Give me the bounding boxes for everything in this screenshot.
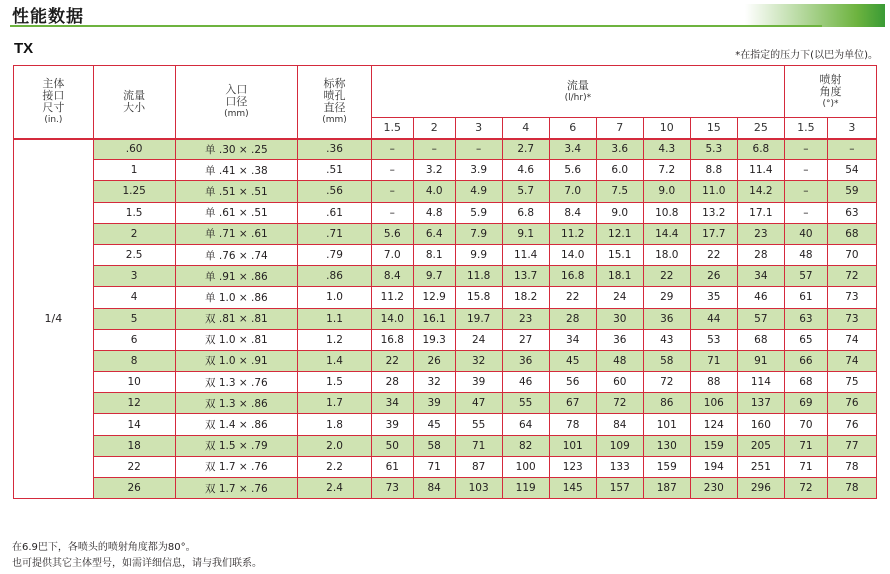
inlet-cell: 双 1.7 × .76	[175, 478, 298, 499]
header-orifice: 标称 喷孔 直径 (mm)	[298, 66, 372, 139]
flow-value-cell: 26	[690, 266, 737, 287]
flow-value-cell: 6.4	[413, 223, 455, 244]
angle-value-cell: –	[784, 160, 827, 181]
inlet-cell: 单 .76 × .74	[175, 244, 298, 265]
flow-value-cell: 4.6	[502, 160, 549, 181]
angle-value-cell: 74	[827, 350, 876, 371]
flow-value-cell: 7.2	[643, 160, 690, 181]
flow-value-cell: 12.9	[413, 287, 455, 308]
flow-value-cell: 35	[690, 287, 737, 308]
flow-value-cell: 36	[596, 329, 643, 350]
flow-value-cell: 72	[643, 372, 690, 393]
orifice-cell: .36	[298, 139, 372, 160]
header-body-size: 主体 接口 尺寸 (in.)	[14, 66, 94, 139]
flow-value-cell: 48	[596, 350, 643, 371]
flow-value-cell: –	[371, 160, 413, 181]
flow-value-cell: 18.0	[643, 244, 690, 265]
inlet-cell: 双 1.3 × .86	[175, 393, 298, 414]
flow-value-cell: 11.4	[502, 244, 549, 265]
flow-value-cell: 159	[643, 456, 690, 477]
flow-value-cell: 6.8	[502, 202, 549, 223]
angle-value-cell: 76	[827, 393, 876, 414]
flow-value-cell: 24	[455, 329, 502, 350]
flow-value-cell: 9.0	[643, 181, 690, 202]
flow-value-cell: 64	[502, 414, 549, 435]
flow-value-cell: 19.3	[413, 329, 455, 350]
performance-table	[13, 65, 877, 499]
flow-value-cell: 14.4	[643, 223, 690, 244]
flow-value-cell: 119	[502, 478, 549, 499]
flow-value-cell: 11.4	[737, 160, 784, 181]
table-row	[14, 350, 877, 371]
angle-pressure-header: 1.5	[784, 118, 827, 139]
angle-value-cell: 77	[827, 435, 876, 456]
flow-value-cell: 28	[371, 372, 413, 393]
table-row	[14, 202, 877, 223]
flow-value-cell: 13.2	[690, 202, 737, 223]
orifice-cell: 1.2	[298, 329, 372, 350]
orifice-cell: 1.0	[298, 287, 372, 308]
flow-value-cell: 58	[643, 350, 690, 371]
flow-value-cell: 8.4	[371, 266, 413, 287]
flow-value-cell: 58	[413, 435, 455, 456]
flow-value-cell: 39	[413, 393, 455, 414]
flow-value-cell: 9.9	[455, 244, 502, 265]
flow-size-cell: 4	[93, 287, 175, 308]
flow-value-cell: 101	[549, 435, 596, 456]
flow-value-cell: 32	[413, 372, 455, 393]
flow-value-cell: 157	[596, 478, 643, 499]
flow-value-cell: 43	[643, 329, 690, 350]
flow-value-cell: 4.3	[643, 139, 690, 160]
angle-value-cell: 71	[784, 435, 827, 456]
flow-value-cell: 9.1	[502, 223, 549, 244]
flow-value-cell: 30	[596, 308, 643, 329]
flow-value-cell: 16.8	[371, 329, 413, 350]
flow-value-cell: 6.0	[596, 160, 643, 181]
angle-value-cell: 59	[827, 181, 876, 202]
flow-value-cell: 22	[549, 287, 596, 308]
flow-value-cell: 2.7	[502, 139, 549, 160]
inlet-cell: 双 1.3 × .76	[175, 372, 298, 393]
flow-value-cell: 78	[549, 414, 596, 435]
flow-value-cell: 29	[643, 287, 690, 308]
flow-value-cell: 159	[690, 435, 737, 456]
angle-value-cell: 61	[784, 287, 827, 308]
flow-value-cell: 22	[690, 244, 737, 265]
flow-value-cell: 84	[413, 478, 455, 499]
flow-value-cell: 114	[737, 372, 784, 393]
flow-value-cell: 137	[737, 393, 784, 414]
orifice-cell: .51	[298, 160, 372, 181]
flow-pressure-header: 7	[596, 118, 643, 139]
orifice-cell: 1.8	[298, 414, 372, 435]
flow-value-cell: 14.0	[549, 244, 596, 265]
angle-value-cell: 63	[827, 202, 876, 223]
orifice-cell: .79	[298, 244, 372, 265]
flow-value-cell: 18.2	[502, 287, 549, 308]
flow-value-cell: 133	[596, 456, 643, 477]
orifice-cell: .61	[298, 202, 372, 223]
flow-value-cell: 11.8	[455, 266, 502, 287]
flow-value-cell: 26	[413, 350, 455, 371]
flow-value-cell: 11.2	[549, 223, 596, 244]
flow-value-cell: 251	[737, 456, 784, 477]
angle-value-cell: 68	[827, 223, 876, 244]
flow-value-cell: 100	[502, 456, 549, 477]
flow-value-cell: 71	[690, 350, 737, 371]
table-row	[14, 478, 877, 499]
flow-value-cell: 8.4	[549, 202, 596, 223]
orifice-cell: .71	[298, 223, 372, 244]
footnote-contact: 也可提供其它主体型号，如需详细信息，请与我们联系。	[12, 558, 262, 569]
flow-value-cell: 46	[502, 372, 549, 393]
flow-value-cell: 71	[455, 435, 502, 456]
flow-value-cell: 3.2	[413, 160, 455, 181]
footnote-angle: 在6.9巴下，各喷头的喷射角度都为80°。	[12, 542, 196, 553]
flow-value-cell: 103	[455, 478, 502, 499]
flow-value-cell: 88	[690, 372, 737, 393]
flow-value-cell: 6.8	[737, 139, 784, 160]
flow-value-cell: 87	[455, 456, 502, 477]
table-body	[14, 139, 877, 499]
flow-value-cell: 5.3	[690, 139, 737, 160]
inlet-cell: 双 1.5 × .79	[175, 435, 298, 456]
flow-pressure-header: 2	[413, 118, 455, 139]
flow-size-cell: 2	[93, 223, 175, 244]
table-row	[14, 181, 877, 202]
angle-value-cell: 78	[827, 478, 876, 499]
flow-value-cell: 23	[502, 308, 549, 329]
header-spray-angle: 喷射 角度 (°)*	[784, 66, 876, 118]
angle-value-cell: 48	[784, 244, 827, 265]
inlet-cell: 单 .61 × .51	[175, 202, 298, 223]
angle-value-cell: 71	[784, 456, 827, 477]
inlet-cell: 单 .30 × .25	[175, 139, 298, 160]
header-underline	[10, 25, 822, 27]
header-gradient-bar	[745, 4, 885, 27]
inlet-cell: 单 .51 × .51	[175, 181, 298, 202]
flow-value-cell: 22	[643, 266, 690, 287]
orifice-cell: 2.0	[298, 435, 372, 456]
table-row	[14, 139, 877, 160]
flow-size-cell: 1.5	[93, 202, 175, 223]
table-row	[14, 414, 877, 435]
flow-value-cell: 296	[737, 478, 784, 499]
flow-value-cell: –	[413, 139, 455, 160]
flow-value-cell: 130	[643, 435, 690, 456]
inlet-cell: 单 .91 × .86	[175, 266, 298, 287]
flow-value-cell: –	[455, 139, 502, 160]
angle-value-cell: 73	[827, 308, 876, 329]
flow-value-cell: 145	[549, 478, 596, 499]
flow-value-cell: 28	[549, 308, 596, 329]
flow-value-cell: 44	[690, 308, 737, 329]
flow-value-cell: 32	[455, 350, 502, 371]
model-name: TX	[14, 40, 34, 57]
angle-value-cell: 72	[827, 266, 876, 287]
angle-value-cell: 66	[784, 350, 827, 371]
flow-value-cell: 82	[502, 435, 549, 456]
flow-size-cell: 10	[93, 372, 175, 393]
inlet-cell: 单 .41 × .38	[175, 160, 298, 181]
flow-value-cell: 55	[502, 393, 549, 414]
flow-size-cell: 26	[93, 478, 175, 499]
flow-value-cell: –	[371, 202, 413, 223]
flow-pressure-header: 1.5	[371, 118, 413, 139]
flow-value-cell: 91	[737, 350, 784, 371]
flow-value-cell: 45	[413, 414, 455, 435]
page-title: 性能数据	[12, 7, 84, 27]
table-row	[14, 456, 877, 477]
flow-value-cell: 4.9	[455, 181, 502, 202]
flow-value-cell: 56	[549, 372, 596, 393]
inlet-cell: 双 1.0 × .91	[175, 350, 298, 371]
flow-pressure-header: 10	[643, 118, 690, 139]
orifice-cell: 1.5	[298, 372, 372, 393]
flow-value-cell: –	[371, 181, 413, 202]
flow-value-cell: 194	[690, 456, 737, 477]
flow-value-cell: 34	[737, 266, 784, 287]
angle-value-cell: –	[827, 139, 876, 160]
flow-value-cell: 53	[690, 329, 737, 350]
flow-size-cell: 1.25	[93, 181, 175, 202]
flow-value-cell: 16.1	[413, 308, 455, 329]
flow-size-cell: 18	[93, 435, 175, 456]
flow-size-cell: 1	[93, 160, 175, 181]
flow-value-cell: 17.1	[737, 202, 784, 223]
flow-value-cell: 68	[737, 329, 784, 350]
flow-value-cell: 3.4	[549, 139, 596, 160]
flow-value-cell: 8.8	[690, 160, 737, 181]
orifice-cell: 1.7	[298, 393, 372, 414]
angle-value-cell: 75	[827, 372, 876, 393]
flow-value-cell: 3.9	[455, 160, 502, 181]
flow-value-cell: 47	[455, 393, 502, 414]
footnotes	[12, 540, 262, 572]
angle-value-cell: 63	[784, 308, 827, 329]
flow-value-cell: 5.9	[455, 202, 502, 223]
flow-size-cell: 8	[93, 350, 175, 371]
pressure-note: *在指定的压力下(以巴为单位)。	[735, 50, 878, 61]
table-row	[14, 244, 877, 265]
orifice-cell: 1.1	[298, 308, 372, 329]
flow-value-cell: 106	[690, 393, 737, 414]
flow-value-cell: 22	[371, 350, 413, 371]
angle-value-cell: 69	[784, 393, 827, 414]
flow-value-cell: 86	[643, 393, 690, 414]
section-header	[0, 0, 890, 28]
angle-value-cell: 76	[827, 414, 876, 435]
angle-value-cell: –	[784, 202, 827, 223]
angle-pressure-header: 3	[827, 118, 876, 139]
flow-value-cell: 3.6	[596, 139, 643, 160]
flow-value-cell: 187	[643, 478, 690, 499]
flow-value-cell: 34	[371, 393, 413, 414]
table-row	[14, 160, 877, 181]
table-row	[14, 393, 877, 414]
flow-value-cell: 39	[455, 372, 502, 393]
body-size-cell: 1/4	[14, 139, 94, 499]
angle-value-cell: 72	[784, 478, 827, 499]
flow-size-cell: 12	[93, 393, 175, 414]
header-flow-size: 流量 大小	[93, 66, 175, 139]
flow-value-cell: 15.8	[455, 287, 502, 308]
flow-value-cell: 18.1	[596, 266, 643, 287]
angle-value-cell: 70	[827, 244, 876, 265]
flow-value-cell: 7.0	[549, 181, 596, 202]
flow-value-cell: 19.7	[455, 308, 502, 329]
flow-value-cell: 23	[737, 223, 784, 244]
flow-value-cell: 36	[502, 350, 549, 371]
angle-value-cell: 57	[784, 266, 827, 287]
flow-value-cell: 10.8	[643, 202, 690, 223]
flow-value-cell: 15.1	[596, 244, 643, 265]
table-row	[14, 223, 877, 244]
table-row	[14, 329, 877, 350]
table-row	[14, 435, 877, 456]
flow-value-cell: 124	[690, 414, 737, 435]
header-inlet: 入口 口径 (mm)	[175, 66, 298, 139]
angle-value-cell: 70	[784, 414, 827, 435]
flow-value-cell: 11.2	[371, 287, 413, 308]
angle-value-cell: 65	[784, 329, 827, 350]
flow-value-cell: 4.0	[413, 181, 455, 202]
flow-size-cell: 3	[93, 266, 175, 287]
table-row	[14, 287, 877, 308]
inlet-cell: 双 .81 × .81	[175, 308, 298, 329]
flow-pressure-header: 25	[737, 118, 784, 139]
flow-value-cell: 101	[643, 414, 690, 435]
flow-value-cell: 24	[596, 287, 643, 308]
inlet-cell: 双 1.0 × .81	[175, 329, 298, 350]
flow-value-cell: 71	[413, 456, 455, 477]
inlet-cell: 单 .71 × .61	[175, 223, 298, 244]
flow-pressure-header: 3	[455, 118, 502, 139]
flow-value-cell: 60	[596, 372, 643, 393]
flow-size-cell: .60	[93, 139, 175, 160]
flow-value-cell: 8.1	[413, 244, 455, 265]
flow-value-cell: 73	[371, 478, 413, 499]
orifice-cell: 2.4	[298, 478, 372, 499]
flow-value-cell: 9.0	[596, 202, 643, 223]
header-flow-rate: 流量 (l/hr)*	[371, 66, 784, 118]
flow-value-cell: 13.7	[502, 266, 549, 287]
flow-value-cell: 57	[737, 308, 784, 329]
flow-value-cell: –	[371, 139, 413, 160]
flow-value-cell: 123	[549, 456, 596, 477]
flow-value-cell: 28	[737, 244, 784, 265]
flow-value-cell: 5.6	[371, 223, 413, 244]
flow-value-cell: 46	[737, 287, 784, 308]
flow-pressure-header: 6	[549, 118, 596, 139]
flow-value-cell: 39	[371, 414, 413, 435]
flow-value-cell: 160	[737, 414, 784, 435]
flow-value-cell: 17.7	[690, 223, 737, 244]
angle-value-cell: 73	[827, 287, 876, 308]
flow-value-cell: 16.8	[549, 266, 596, 287]
angle-value-cell: 40	[784, 223, 827, 244]
flow-value-cell: 27	[502, 329, 549, 350]
flow-value-cell: 230	[690, 478, 737, 499]
flow-value-cell: 4.8	[413, 202, 455, 223]
flow-value-cell: 5.6	[549, 160, 596, 181]
angle-value-cell: 74	[827, 329, 876, 350]
table-row	[14, 266, 877, 287]
orifice-cell: .86	[298, 266, 372, 287]
flow-value-cell: 205	[737, 435, 784, 456]
flow-value-cell: 5.7	[502, 181, 549, 202]
flow-value-cell: 67	[549, 393, 596, 414]
flow-value-cell: 72	[596, 393, 643, 414]
inlet-cell: 双 1.7 × .76	[175, 456, 298, 477]
flow-value-cell: 45	[549, 350, 596, 371]
flow-pressure-header: 4	[502, 118, 549, 139]
flow-size-cell: 6	[93, 329, 175, 350]
flow-value-cell: 9.7	[413, 266, 455, 287]
flow-pressure-header: 15	[690, 118, 737, 139]
angle-value-cell: 78	[827, 456, 876, 477]
flow-value-cell: 34	[549, 329, 596, 350]
flow-value-cell: 12.1	[596, 223, 643, 244]
angle-value-cell: 54	[827, 160, 876, 181]
flow-value-cell: 11.0	[690, 181, 737, 202]
flow-size-cell: 5	[93, 308, 175, 329]
angle-value-cell: –	[784, 181, 827, 202]
flow-value-cell: 55	[455, 414, 502, 435]
flow-value-cell: 61	[371, 456, 413, 477]
flow-value-cell: 7.9	[455, 223, 502, 244]
flow-value-cell: 14.0	[371, 308, 413, 329]
flow-size-cell: 14	[93, 414, 175, 435]
angle-value-cell: 68	[784, 372, 827, 393]
flow-value-cell: 109	[596, 435, 643, 456]
flow-value-cell: 14.2	[737, 181, 784, 202]
orifice-cell: 2.2	[298, 456, 372, 477]
flow-size-cell: 22	[93, 456, 175, 477]
table-row	[14, 372, 877, 393]
flow-value-cell: 50	[371, 435, 413, 456]
inlet-cell: 双 1.4 × .86	[175, 414, 298, 435]
angle-value-cell: –	[784, 139, 827, 160]
flow-value-cell: 7.5	[596, 181, 643, 202]
flow-size-cell: 2.5	[93, 244, 175, 265]
orifice-cell: 1.4	[298, 350, 372, 371]
flow-value-cell: 7.0	[371, 244, 413, 265]
inlet-cell: 单 1.0 × .86	[175, 287, 298, 308]
orifice-cell: .56	[298, 181, 372, 202]
table-row	[14, 308, 877, 329]
flow-value-cell: 84	[596, 414, 643, 435]
flow-value-cell: 36	[643, 308, 690, 329]
